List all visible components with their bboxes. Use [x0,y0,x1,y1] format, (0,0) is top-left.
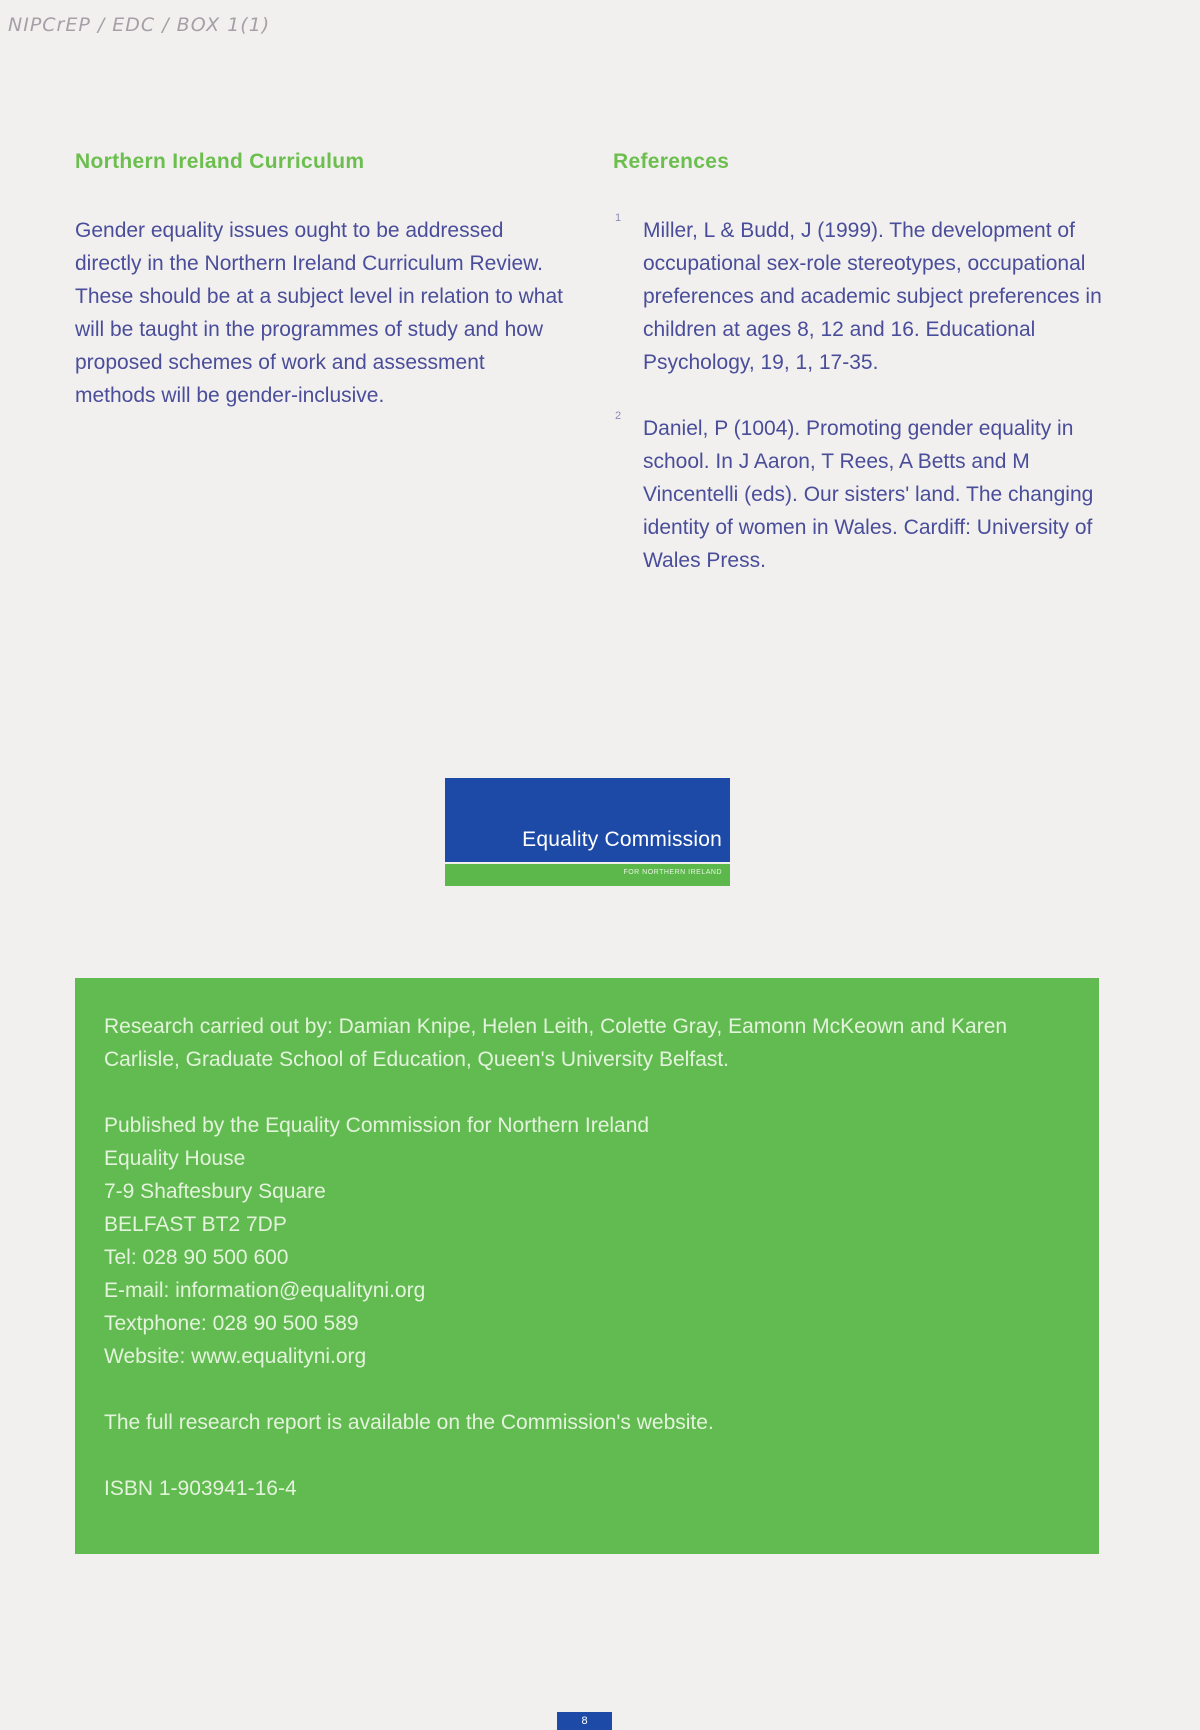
section-heading-curriculum: Northern Ireland Curriculum [75,150,365,173]
publisher-line: BELFAST BT2 7DP [104,1213,287,1236]
right-column [613,150,1113,610]
logo-subtitle: FOR NORTHERN IRELAND [623,869,722,876]
publisher-line: 7-9 Shaftesbury Square [104,1180,326,1203]
availability-note: The full research report is available on the Commission's website. [104,1411,714,1434]
section-heading-references: References [613,150,730,173]
logo-blue-panel [445,778,730,862]
reference-list [613,214,1113,577]
reference-number: 1 [615,212,622,224]
archive-reference: NIPCrEP / EDC / BOX 1(1) [8,14,271,36]
page-number: 8 [557,1712,612,1730]
logo-name: Equality Commission [522,828,722,851]
publisher-line: Website: www.equalityni.org [104,1345,367,1368]
reference-number: 2 [615,410,622,422]
equality-commission-logo [445,778,730,886]
publisher-line: Published by the Equality Commission for Northern Ireland [104,1114,650,1137]
curriculum-paragraph: Gender equality issues ought to be addressed directly in the Northern Ireland Curriculum Review. These should be at a subject level in relation to what will be taught in the programmes of study and how proposed schemes of work and assessment methods will be gender-inclusive. [75,219,563,407]
publication-info-box [75,978,1099,1554]
reference-item [613,412,1113,577]
logo-green-bar [445,864,730,886]
publisher-line: Textphone: 028 90 500 589 [104,1312,359,1335]
left-column [75,150,565,412]
reference-text: Daniel, P (1004). Promoting gender equality in school. In J Aaron, T Rees, A Betts and M Vincentelli (eds). Our sisters' land. The changing identity of women in Wales. Cardiff: University of Wales Press. [643,417,1094,572]
reference-item [613,214,1113,379]
reference-text: Miller, L & Budd, J (1999). The development of occupational sex-role stereotypes, occupational preferences and academic subject preferences in children at ages 8, 12 and 16. Educational Psychology, 19, 1, 17-35. [643,219,1102,374]
isbn: ISBN 1-903941-16-4 [104,1477,297,1500]
publisher-line: E-mail: information@equalityni.org [104,1279,426,1302]
publisher-line: Equality House [104,1147,246,1170]
publisher-address [104,1109,1069,1373]
publisher-line: Tel: 028 90 500 600 [104,1246,289,1269]
research-credit: Research carried out by: Damian Knipe, Helen Leith, Colette Gray, Eamonn McKeown and Karen Carlisle, Graduate School of Education, Queen's University Belfast. [104,1015,1008,1071]
